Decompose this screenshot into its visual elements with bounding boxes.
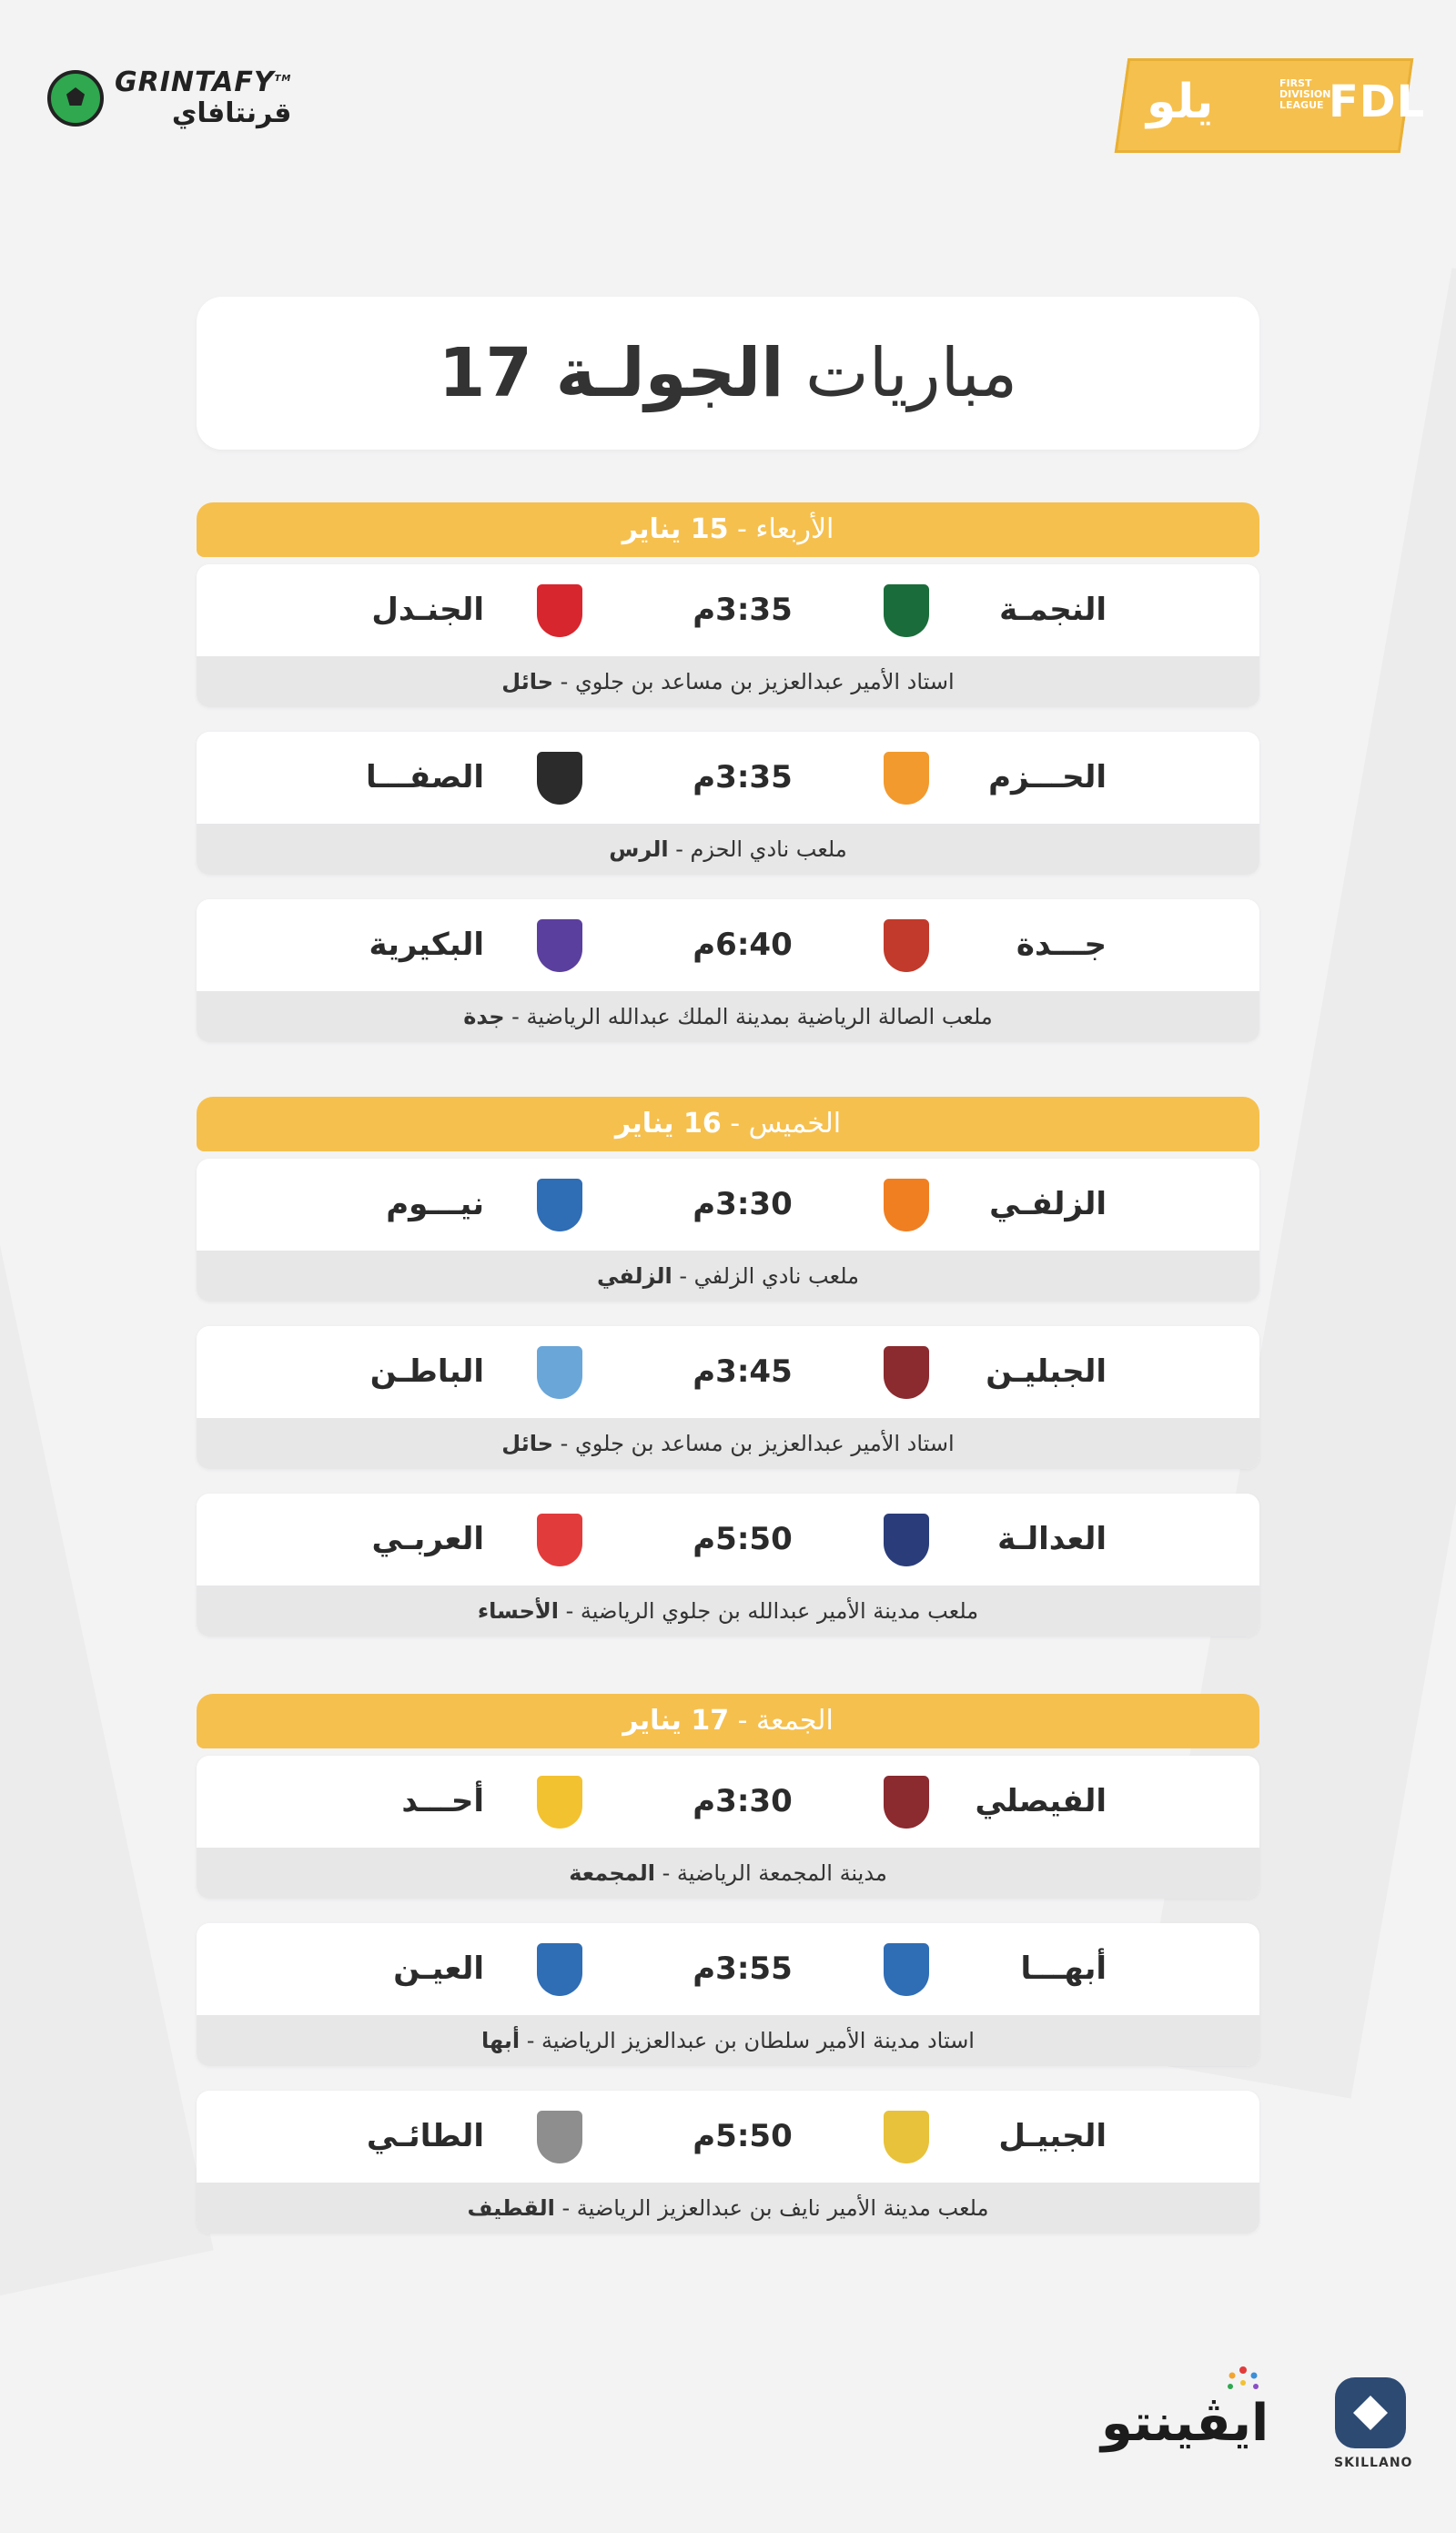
venue-name: ملعب نادي الحزم - — [668, 836, 847, 862]
away-team-logo — [533, 1346, 586, 1399]
match-card — [197, 1494, 1259, 1636]
team-crest-icon — [537, 1346, 582, 1399]
title-main: الجولـة 17 — [438, 334, 784, 412]
team-crest-icon — [884, 752, 929, 805]
team-crest-icon — [884, 1346, 929, 1399]
venue-name: مدينة المجمعة الرياضية - — [655, 1860, 887, 1886]
away-team-logo — [533, 1179, 586, 1231]
match-card — [197, 1923, 1259, 2066]
venue-city: حائل — [501, 1431, 554, 1456]
home-team-logo — [880, 1943, 933, 1996]
match-card — [197, 564, 1259, 707]
venue-city: القطيف — [467, 2195, 555, 2221]
away-team: الصفـــا — [365, 759, 484, 795]
kickoff-time: 3:55م — [693, 1950, 793, 1987]
home-team-logo — [880, 1776, 933, 1829]
venue — [197, 1848, 1259, 1899]
team-crest-icon — [537, 1943, 582, 1996]
skillano-icon — [1335, 2377, 1406, 2448]
kickoff-time: 3:30م — [693, 1186, 793, 1222]
home-team-logo — [880, 584, 933, 637]
match-row — [197, 2091, 1259, 2183]
home-team: الفيصلي — [975, 1783, 1107, 1819]
kickoff-time: 3:35م — [693, 592, 793, 628]
league-logo — [1121, 58, 1426, 153]
venue-city: أبها — [481, 2028, 521, 2053]
kickoff-time: 6:40م — [693, 927, 793, 963]
skillano-text: SKILLANO — [1334, 2456, 1413, 2470]
match-card — [197, 1326, 1259, 1469]
sponsor-logo: ايڤينتو — [1101, 2394, 1269, 2453]
team-crest-icon — [537, 752, 582, 805]
away-team: الطائـي — [366, 2118, 484, 2154]
league-abbr: FDL — [1329, 76, 1426, 127]
home-team: الحـــزم — [988, 759, 1107, 795]
away-team-logo — [533, 1776, 586, 1829]
team-crest-icon — [884, 584, 929, 637]
match-row — [197, 564, 1259, 656]
away-team: أحـــد — [401, 1783, 484, 1819]
away-team-logo — [533, 2111, 586, 2163]
league-name-en: FIRST DIVISION LEAGUE — [1279, 77, 1331, 112]
away-team-logo — [533, 1514, 586, 1566]
match-card — [197, 899, 1259, 1042]
venue-name: ملعب مدينة الأمير عبدالله بن جلوي الرياضية - — [558, 1598, 979, 1624]
team-crest-icon — [884, 1514, 929, 1566]
venue — [197, 2183, 1259, 2234]
grintafy-logo — [47, 66, 292, 129]
day-name: الجمعة — [756, 1705, 834, 1737]
day-separator: - — [728, 513, 756, 545]
venue-name: ملعب نادي الزلفي - — [672, 1263, 859, 1289]
team-crest-icon — [884, 1776, 929, 1829]
kickoff-time: 5:50م — [693, 2118, 793, 2154]
home-team-logo — [880, 1346, 933, 1399]
football-icon — [47, 70, 104, 127]
home-team: الجبيـل — [998, 2118, 1107, 2154]
venue — [197, 2015, 1259, 2066]
grintafy-ar: قرنتافاي — [171, 97, 292, 129]
day-date: 17 يناير — [622, 1705, 730, 1737]
home-team: العدالـة — [997, 1521, 1107, 1557]
away-team: العيـن — [393, 1950, 484, 1987]
day-section — [197, 1097, 1259, 1636]
day-header — [197, 502, 1259, 557]
venue — [197, 991, 1259, 1042]
team-crest-icon — [537, 1776, 582, 1829]
sparkle-icon — [1225, 2365, 1261, 2397]
match-card — [197, 1159, 1259, 1302]
day-section — [197, 1694, 1259, 2234]
away-team-logo — [533, 919, 586, 972]
venue-city: المجمعة — [569, 1860, 656, 1886]
match-row — [197, 1494, 1259, 1586]
kickoff-time: 3:45م — [693, 1353, 793, 1390]
match-row — [197, 1756, 1259, 1848]
home-team-logo — [880, 752, 933, 805]
match-row — [197, 899, 1259, 991]
home-team: جـــدة — [1016, 927, 1107, 963]
venue-city: الأحساء — [477, 1598, 559, 1624]
venue — [197, 1586, 1259, 1636]
day-separator: - — [729, 1705, 757, 1737]
match-row — [197, 732, 1259, 824]
team-crest-icon — [537, 1514, 582, 1566]
match-card — [197, 1756, 1259, 1899]
away-team-logo — [533, 584, 586, 637]
kickoff-time: 5:50م — [693, 1521, 793, 1557]
away-team: نيـــوم — [386, 1186, 484, 1222]
team-crest-icon — [884, 2111, 929, 2163]
away-team-logo — [533, 1943, 586, 1996]
day-section — [197, 502, 1259, 1042]
title-card — [197, 297, 1259, 450]
page-title — [197, 297, 1259, 450]
venue — [197, 1251, 1259, 1302]
venue-city: الزلفي — [597, 1263, 672, 1289]
grintafy-en: GRINTAFY — [115, 66, 275, 98]
skillano-logo — [1334, 2377, 1413, 2470]
venue-name: استاد مدينة الأمير سلطان بن عبدالعزيز الرياضية - — [520, 2028, 975, 2053]
team-crest-icon — [537, 919, 582, 972]
away-team: الباطـن — [369, 1353, 484, 1390]
match-row — [197, 1923, 1259, 2015]
venue-name: ملعب مدينة الأمير نايف بن عبدالعزيز الرياضية - — [554, 2195, 989, 2221]
home-team: الزلفـي — [989, 1186, 1107, 1222]
day-header — [197, 1694, 1259, 1748]
away-team: البكيرية — [369, 927, 484, 963]
venue-name: استاد الأمير عبدالعزيز بن مساعد بن جلوي - — [553, 1431, 955, 1456]
kickoff-time: 3:30م — [693, 1783, 793, 1819]
home-team: النجمـة — [999, 592, 1107, 628]
home-team: الجبليـن — [986, 1353, 1107, 1390]
day-name: الخميس — [748, 1108, 842, 1140]
home-team-logo — [880, 1179, 933, 1231]
venue — [197, 656, 1259, 707]
team-crest-icon — [884, 919, 929, 972]
venue-city: جدة — [463, 1004, 505, 1029]
day-date: 15 يناير — [622, 513, 729, 545]
team-crest-icon — [537, 584, 582, 637]
venue-city: الرس — [609, 836, 669, 862]
home-team-logo — [880, 2111, 933, 2163]
away-team-logo — [533, 752, 586, 805]
home-team: أبهـــا — [1020, 1950, 1107, 1987]
title-prefix: مباريات — [805, 334, 1018, 412]
away-team: الجنـدل — [371, 592, 484, 628]
day-separator: - — [721, 1108, 749, 1140]
venue — [197, 1418, 1259, 1469]
background-stripe — [0, 559, 214, 2300]
venue — [197, 824, 1259, 875]
team-crest-icon — [537, 2111, 582, 2163]
venue-name: ملعب الصالة الرياضية بمدينة الملك عبدالله الرياضية - — [504, 1004, 993, 1029]
match-row — [197, 1326, 1259, 1418]
home-team-logo — [880, 919, 933, 972]
team-crest-icon — [884, 1943, 929, 1996]
team-crest-icon — [537, 1179, 582, 1231]
home-team-logo — [880, 1514, 933, 1566]
venue-name: استاد الأمير عبدالعزيز بن مساعد بن جلوي - — [553, 669, 955, 694]
team-crest-icon — [884, 1179, 929, 1231]
league-name-ar: يلو — [1147, 75, 1214, 129]
day-name: الأربعاء — [755, 513, 834, 545]
day-header — [197, 1097, 1259, 1151]
match-card — [197, 2091, 1259, 2234]
away-team: العربـي — [371, 1521, 484, 1557]
venue-city: حائل — [501, 669, 554, 694]
grintafy-tm: TM — [274, 74, 292, 84]
match-card — [197, 732, 1259, 875]
day-date: 16 يناير — [614, 1108, 722, 1140]
match-row — [197, 1159, 1259, 1251]
kickoff-time: 3:35م — [693, 759, 793, 795]
